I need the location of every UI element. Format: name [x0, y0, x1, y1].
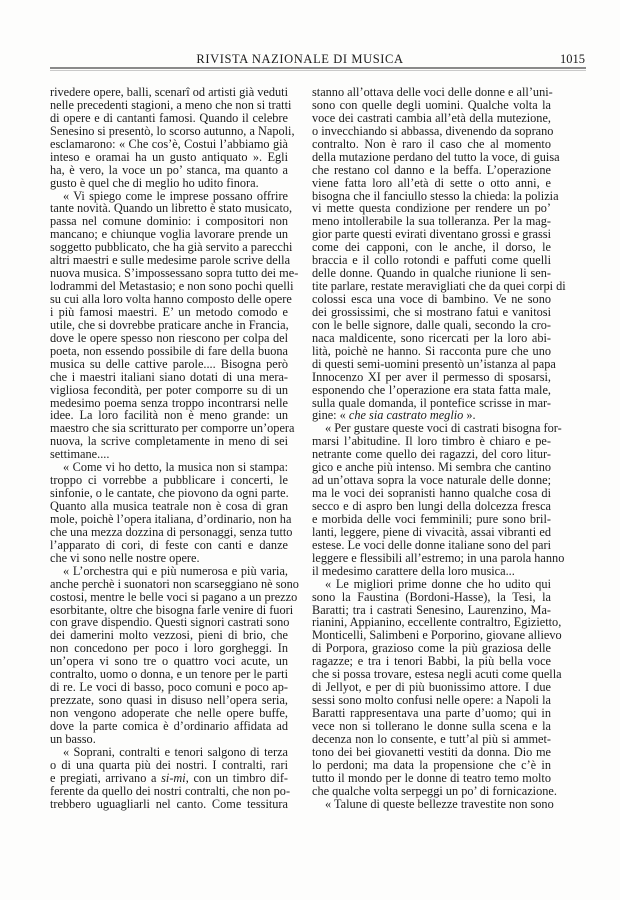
text-line: tono dei bei giovanetti vestiti da donna. Dio me — [312, 744, 551, 759]
text-line: mancano; e chiunque voglia lavorare prende un — [50, 227, 288, 242]
text-line: « Talune di queste bellezze travestite non sono — [325, 796, 554, 811]
text-line: musica su delle cattive parole.... Bisogna però — [50, 356, 288, 371]
text-line: che si possa trovare, estesa negli acuti come quella — [312, 667, 562, 682]
paragraph — [50, 744, 291, 811]
italic-text: che sia castrato meglio — [348, 408, 464, 423]
text-line: dove la parte comica è d’ordinario affidata ad — [50, 718, 288, 733]
text-line: contralto, uomo o donna, e un tenore per le parti — [50, 667, 288, 682]
text-line: Monticelli, Salimbeni e Porporino, giovane allievo — [312, 628, 562, 643]
text-line: contralto. Non è raro il caso che al momento — [312, 136, 551, 151]
text-line: o di una quarta più dei nostri. I contralti, rari — [50, 757, 288, 772]
text-line: sinfonie, o le cantate, che piovono da ogni parte. — [50, 486, 289, 501]
text-line: gico e anche più intenso. Mi sembra che cantino — [312, 460, 551, 475]
text-line: esponendo che l’operazione era stata fatta male, — [312, 382, 551, 397]
text-line: tutto il mondo per le donne di teatro temo molto — [312, 770, 551, 785]
text-line: il medesimo carattere della loro musica... — [312, 563, 515, 578]
text-segment: e pregiati, arrivano a — [50, 770, 162, 785]
text-line: Baratti; tra i castrati Senesino, Laurenzino, Ma- — [312, 602, 551, 617]
header-rule — [50, 67, 586, 71]
journal-title: RIVISTA NAZIONALE DI MUSICA — [196, 52, 404, 66]
text-line: non concedono per poco i loro gorgheggi. In — [50, 641, 288, 656]
text-line: e morbida delle voci femminili; pure sono bril- — [312, 511, 551, 526]
text-line: dei grossissimi, che si mostrano fatui e vanitosi — [312, 304, 551, 319]
text-line: che una mezza dozzina di personaggi, senza tutto — [50, 524, 293, 539]
text-line: di Jellyot, e per di più buonissimo attore. I due — [312, 680, 551, 695]
paragraph — [312, 576, 562, 798]
paragraph — [50, 188, 299, 462]
text-line: gusto è quel che di meglio ho udito finora. — [50, 175, 259, 190]
text-line: vece non si tollerano le donne sulla scena e la — [312, 718, 551, 733]
text-line: o invecchiando si abbassa, divenendo da soprano — [312, 123, 554, 138]
text-line: che restano col danno e la beffa. L’operazione — [312, 162, 551, 177]
text-line: bisogna che il fanciullo stesso la chieda: la polizia — [312, 188, 559, 203]
text-line: di opere e di cantanti famosi. Quando il celebre — [50, 110, 288, 125]
text-line: ad un’ottava sopra la voce naturale delle donne; — [312, 473, 551, 488]
text-line: Baratti rappresentava una parte d’uomo; qui in — [312, 706, 551, 720]
text-line: sono la Faustina (Bordoni-Hasse), la Tesi, la — [312, 589, 551, 604]
text-line: non vengono adoperate che nelle opere buffe, — [50, 706, 288, 720]
text-line: di questi semi-uomini presentò un’istanza al papa — [312, 356, 556, 371]
text-line: ma le voci dei sopranisti hanno qualche cosa di — [312, 486, 551, 501]
text-line: costosi, mentre le belle voci si pagano a un prezzo — [50, 589, 298, 604]
paragraph — [50, 85, 295, 190]
text-line: « Soprani, contralti e tenori salgono di terza — [63, 744, 288, 759]
text-line: meno intollerabile la sua tolleranza. Per la mag- — [312, 214, 551, 229]
text-line: sono con quelle degli uomini. Qualche volta la — [312, 97, 551, 112]
text-line: medesimo poema senza troppo incontrarsi nelle — [50, 395, 288, 410]
text-line: di Porpora, grazioso come la più graziosa delle — [312, 641, 551, 656]
text-column-left — [50, 85, 299, 811]
text-column-right — [312, 85, 566, 811]
text-line: lodrammi del Metastasio; e non sono pochi quelli — [50, 279, 294, 294]
text-line: prezzate, sono quasi in disuso nell’opera seria, — [50, 693, 288, 708]
text-line: l’apparato di cori, di feste con canti e danze — [50, 537, 288, 552]
text-line: ragazze; e tra i tenori Babbi, la più bella voce — [312, 654, 551, 669]
text-segment: ». — [463, 408, 476, 423]
text-line: « Vi spiego come le imprese possano offrire — [63, 188, 288, 203]
text-line: settimane.... — [50, 447, 110, 462]
text-line: idee. La loro facilità non è meno grande: un — [50, 408, 288, 423]
text-line: lità, poichè ne hanno. Si racconta pure che uno — [312, 343, 551, 358]
text-line: i più famosi maestri. E’ un metodo comodo e — [50, 304, 288, 319]
text-line: Quanto alla musica teatrale non è cosa di gran — [50, 499, 288, 513]
text-line: un basso. — [50, 731, 96, 746]
text-line: secco e di aspro ben lungi della dolcezza fresca — [312, 499, 551, 513]
text-line: dei damerini molto vezzosi, pieni di brio, che — [50, 628, 288, 643]
text-line: con grave dispendio. Questi signori castrati sono — [50, 615, 290, 630]
text-line: maestro che sia scritturato per comporre un’opera — [50, 421, 295, 436]
paragraph — [312, 796, 554, 811]
text-line: di re. Le voci di basso, poco comuni e poco ap- — [50, 680, 288, 695]
text-line: rivedere opere, balli, scenarî od artisti già veduti — [50, 85, 288, 99]
text-line: utile, che si dovrebbe praticare anche in Francia, — [50, 317, 289, 332]
text-line: ferente da quello dei nostri contralti, che non po- — [50, 783, 291, 798]
paragraph — [50, 563, 299, 746]
text-line: leggere e flessibili all’estremo; in una parola hanno — [312, 550, 565, 565]
text-line: esorbitante, oltre che bisogna farle venire di fuori — [50, 602, 294, 617]
text-line: estese. Le voci delle donne italiane sono del pari — [312, 537, 551, 552]
text-line: inteso e oramai ha un gusto antiquato ». Egli — [50, 149, 288, 164]
text-line: come dei capponi, con le anche, il dorso, le — [312, 240, 551, 255]
text-line: soggetto pubblicato, che ha già servito a parecchi — [50, 240, 293, 255]
text-line: « L’orchestra qui e più numerosa e più varia, — [63, 563, 288, 578]
text-line: nuova, la scrive completamente in meno di sei — [50, 434, 288, 449]
text-line: lanti, leggere, piene di vivacità, assai vibranti ed — [312, 524, 551, 539]
text-line: sulla quale domanda, il pontefice scrisse in mar- — [312, 395, 551, 410]
text-segment: , con un timbro dif- — [185, 770, 289, 785]
text-line — [50, 772, 288, 785]
text-segment: gine: « — [312, 408, 349, 423]
paragraph — [312, 85, 566, 423]
text-line: che qualche volta serpeggi un po’ di fornicazione. — [312, 783, 557, 798]
page-number: 1015 — [560, 52, 585, 66]
text-line: delle donne. Quando in qualche riunione li sen- — [312, 266, 551, 281]
text-line: « Per gustare queste voci di castrati bisogna for- — [325, 421, 562, 436]
text-line: che vi sono nelle nostre opere. — [50, 550, 200, 565]
text-line: poeta, non essendo possibile di fare della buona — [50, 343, 288, 358]
text-line: sessi sono molto confusi nelle opere: a Napoli la — [312, 693, 551, 708]
paragraph — [312, 421, 565, 578]
text-line: nelle precedenti stagioni, a meno che non si tratti — [50, 97, 292, 112]
text-line: colossi esca una voce di bambino. Ve ne sono — [312, 292, 551, 306]
text-line: voce dei castrati cambia all’età della mutezione, — [312, 110, 551, 125]
text-line: tite parlare, restate meravigliati che da quei corpi di — [312, 279, 566, 294]
text-line: stanno all’ottava delle voci delle donne e all’uni- — [312, 85, 553, 99]
text-line: « Le migliori prime donne che ho udito qui — [325, 576, 551, 591]
text-line: vigliosa fecondità, per poter comporre su di un — [50, 382, 288, 397]
text-line: troppo ci vorrebbe a pubblicare i concerti, le — [50, 473, 288, 488]
text-line: decenza non lo consente, e tutt’al più si ammet- — [312, 731, 551, 746]
text-line: Innocenzo XI per aver il permesso di sposarsi, — [312, 369, 551, 384]
text-line: vi mette questa condizione per rendere un po’ — [312, 201, 551, 216]
italic-text: si-mi — [161, 770, 186, 785]
text-line: su cui alla loro volta hanno composto delle opere — [50, 292, 292, 306]
text-line: altri maestri e sulle medesime parole scrive della — [50, 253, 291, 268]
text-line: anche perchè i suonatori non scarseggiano nè sono — [50, 576, 299, 591]
text-line: tante novità. Quando un libretto è stato musicato, — [50, 201, 293, 216]
text-line: viene fatta loro all’età di sette o otto anni, e — [312, 175, 551, 190]
text-line: gior parte questi evirati diventano grossi e grassi — [312, 227, 551, 242]
text-line: della mutazione perdano del tutto la voce, di guisa — [312, 149, 560, 164]
text-line: esclamarono: « Che cos’è, Costui l’abbiamo già — [50, 136, 288, 151]
text-line: con le belle signore, dalle quali, secondo la cro- — [312, 317, 551, 332]
text-line: trebbero uguagliarli nel canto. Come tessitura — [50, 796, 288, 811]
text-line: netrante come quello dei ragazzi, del coro litur- — [312, 447, 551, 462]
text-line: marsi l’abitudine. Il loro timbro è chiaro e pe- — [312, 434, 551, 449]
text-line: « Come vi ho detto, la musica non si stampa: — [63, 460, 288, 475]
text-line: lo perdoni; ma data la propensione che c’è in — [312, 757, 551, 772]
text-line: braccia e il collo rotondi e paffuti come quelli — [312, 253, 551, 268]
text-line: che i maestri italiani siano dotati di una mera- — [50, 369, 288, 384]
text-line: nuova musica. S’impossessano sopra tutto dei me- — [50, 266, 299, 281]
text-line: Senesino si presentò, lo scorso autunno, a Napoli, — [50, 123, 295, 138]
paragraph — [50, 460, 293, 565]
text-line: naca maldicente, sono ricercati per la loro abi- — [312, 330, 551, 345]
text-line: un’opera vi sono tre o quattro voci acute, un — [50, 654, 288, 669]
text-line: rianini, Appianino, eccellente contraltro, Egizietto, — [312, 615, 562, 630]
text-line: dove le opere spesso non riescono per colpa del — [50, 330, 288, 345]
text-line: mole, poichè l’opera italiana, d’ordinario, non ha — [50, 511, 292, 526]
text-line: ha, è vero, la voce un po’ stanca, ma quanto a — [50, 162, 288, 177]
text-line: passa nel comune dominio: i compositori non — [50, 214, 288, 229]
